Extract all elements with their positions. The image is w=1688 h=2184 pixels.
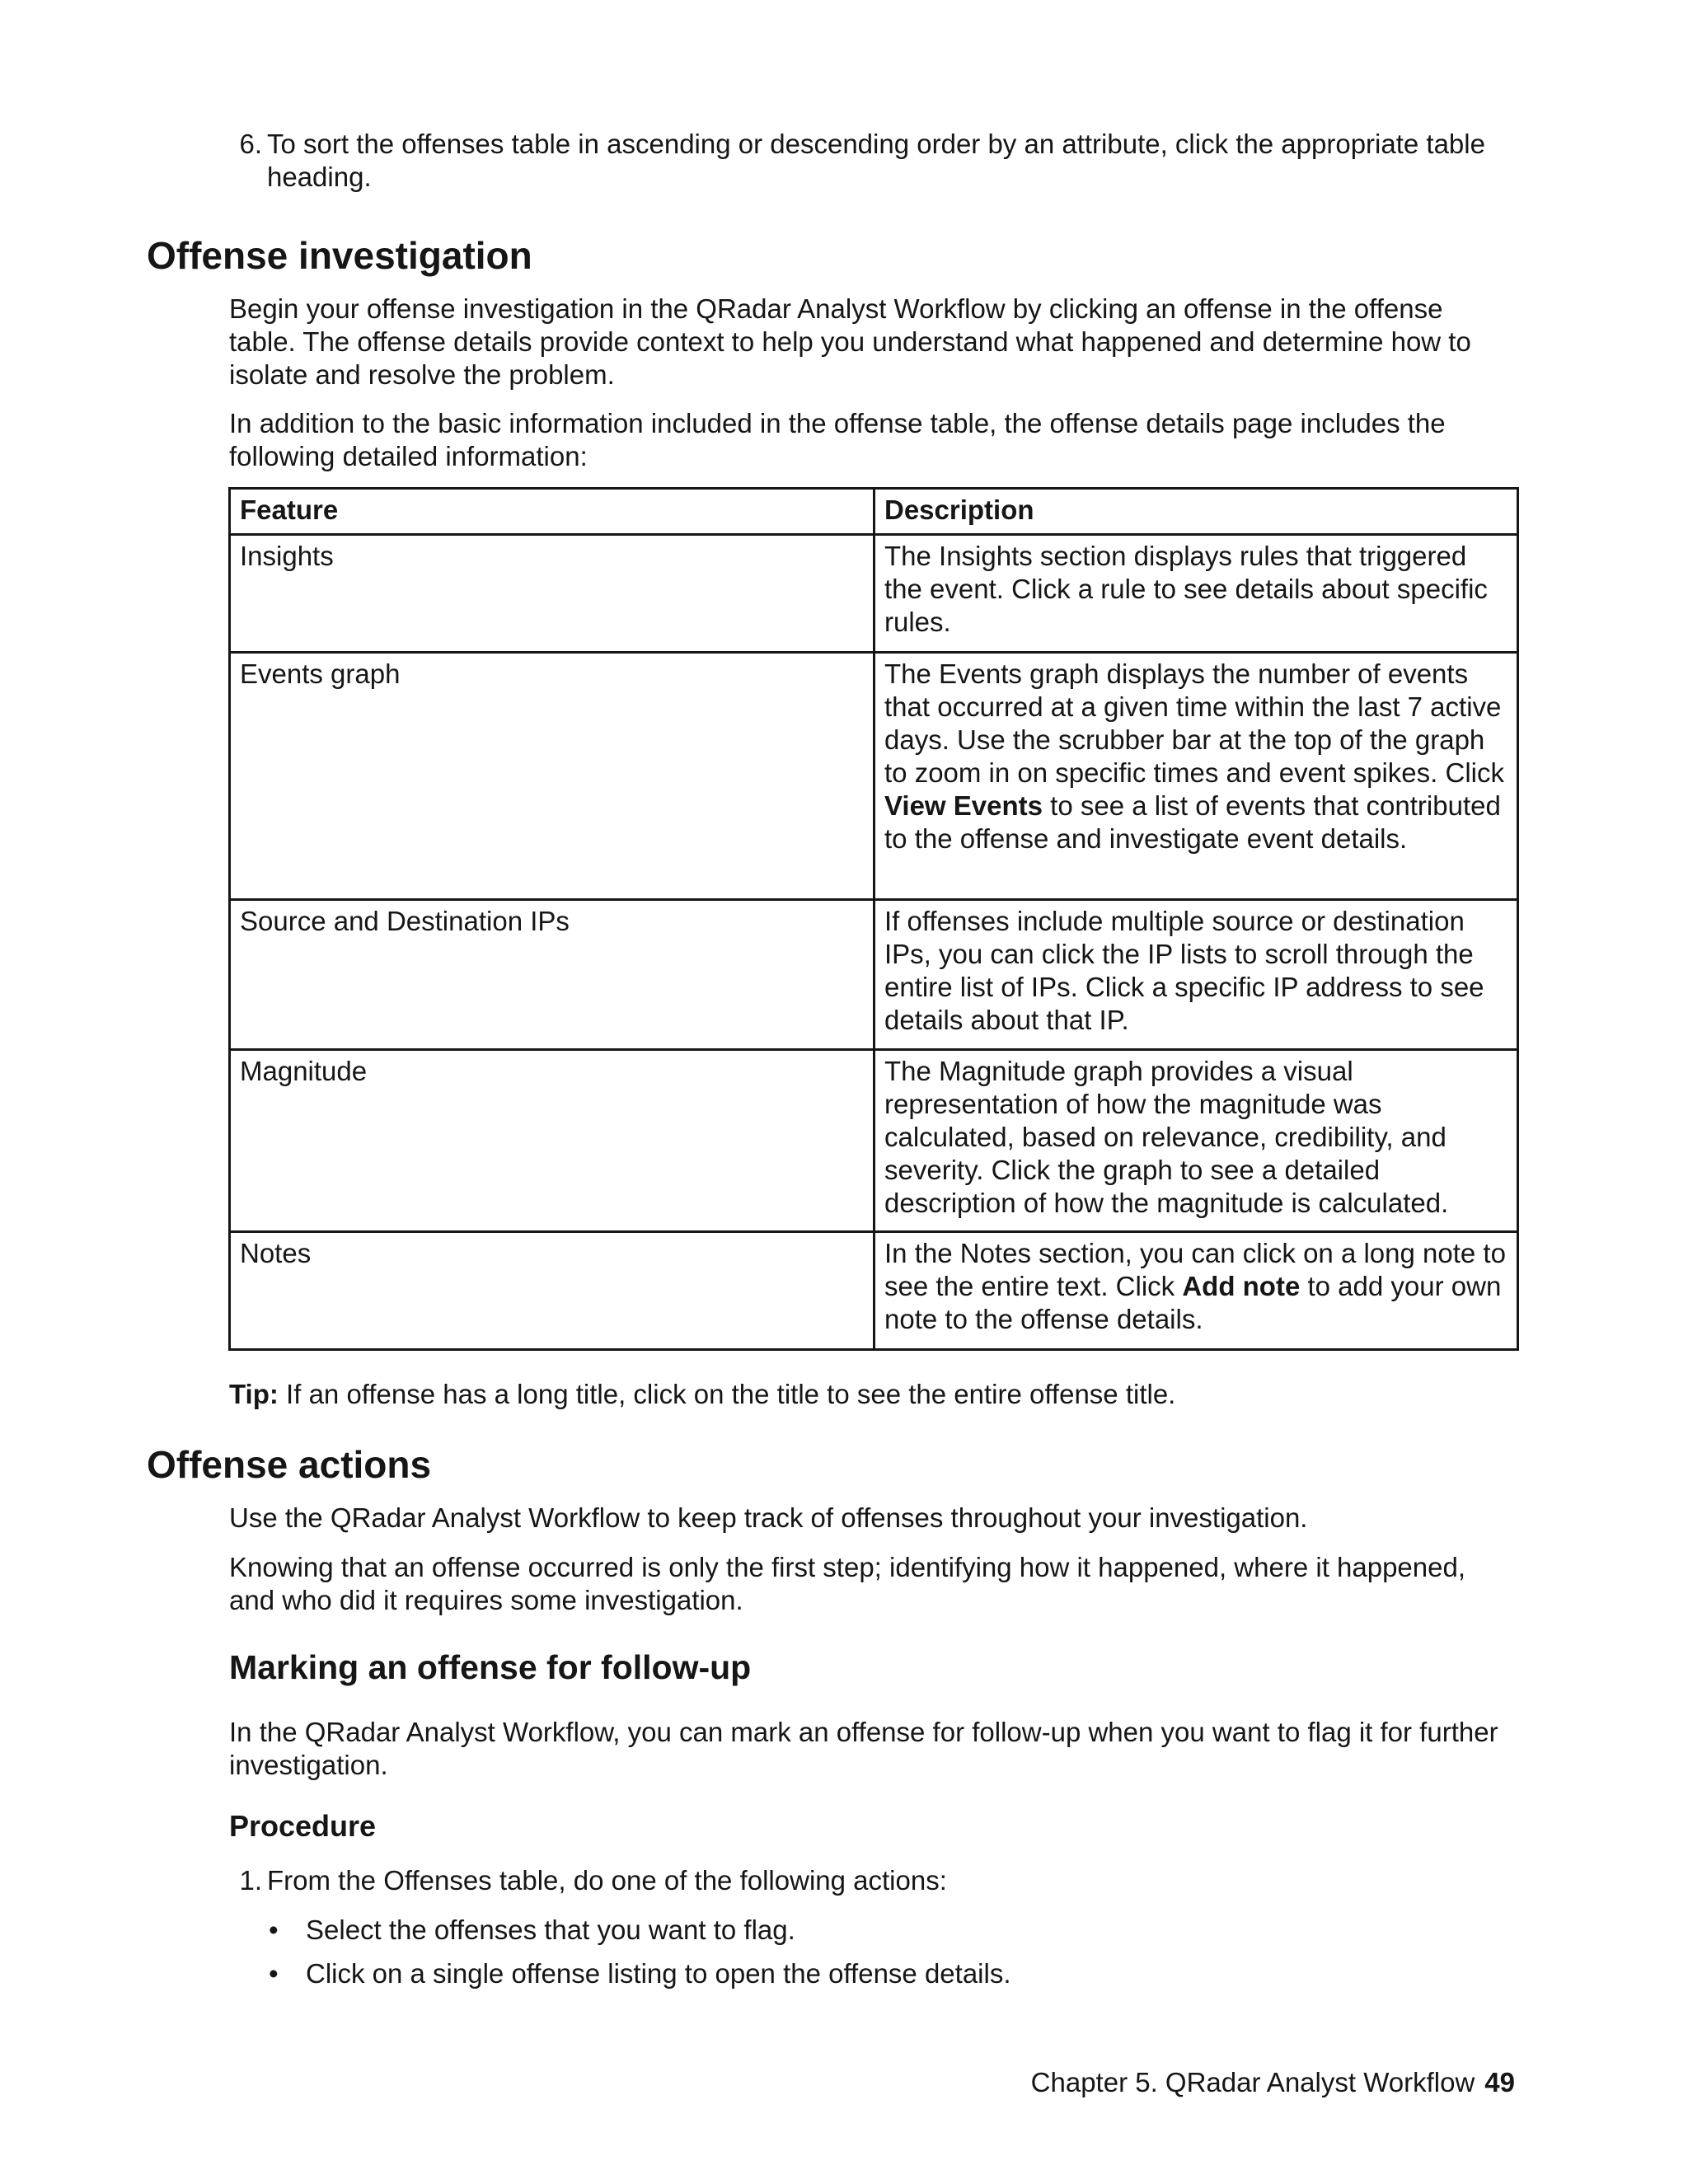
offense-actions-heading: Offense actions	[147, 1443, 432, 1486]
table-cell-feature: Insights	[230, 535, 874, 653]
table-row	[230, 1232, 1518, 1350]
offense-actions-para-2: Knowing that an offense occurred is only the first step; identifying how it happened, where it happened, and who did it requires some investigation.	[229, 1552, 1466, 1615]
table-cell-description: If offenses include multiple source or destination IPs, you can click the IP lists to scroll through the entire list of IPs. Click a specific IP address to see details about that IP.	[874, 900, 1518, 1050]
feature-table	[228, 487, 1519, 1351]
procedure-heading: Procedure	[229, 1809, 377, 1843]
table-row	[230, 900, 1518, 1050]
step-1-number: 1.	[239, 1865, 262, 1896]
step-6-number: 6.	[239, 129, 262, 159]
marking-heading: Marking an offense for follow-up	[229, 1648, 752, 1686]
table-header-row	[230, 489, 1518, 535]
description-text: In the Notes section, you can click on a long note to see the entire text. Click	[884, 1238, 1506, 1301]
offense-actions-para-1: Use the QRadar Analyst Workflow to keep track of offenses throughout your investigation.	[229, 1502, 1308, 1533]
page-number: 49	[1484, 2067, 1515, 2097]
marking-para: In the QRadar Analyst Workflow, you can mark an offense for follow-up when you want to flag it for further investigation.	[229, 1717, 1498, 1780]
table-header-feature: Feature	[230, 489, 874, 535]
table-cell-feature: Events graph	[230, 653, 874, 900]
table-row	[230, 535, 1518, 653]
description-text: The Events graph displays the number of events that occurred at a given time within the last 7 active days. Use the scrubber bar at the top of the graph to zoom in on specific times and event spikes. Click	[884, 658, 1504, 788]
bullet-marker: •	[269, 1958, 279, 1989]
table-header-description: Description	[874, 489, 1518, 535]
table-cell-description	[874, 1232, 1518, 1350]
bullet-item: Click on a single offense listing to open the offense details.	[306, 1958, 1011, 1989]
description-text: to add your own note to the offense details.	[884, 1271, 1502, 1334]
offense-investigation-intro: Begin your offense investigation in the QRadar Analyst Workflow by clicking an offense in the offense table. The offense details provide context to help you understand what happened and determine how to isolate and resolve the problem.	[229, 293, 1471, 390]
tip-paragraph	[229, 1378, 1531, 1411]
view-events-emphasis: View Events	[884, 790, 1043, 821]
table-row	[230, 1050, 1518, 1232]
table-cell-feature: Magnitude	[230, 1050, 874, 1232]
table-cell-feature: Source and Destination IPs	[230, 900, 874, 1050]
table-row	[230, 653, 1518, 900]
bullet-marker: •	[269, 1915, 279, 1945]
add-note-emphasis: Add note	[1182, 1271, 1301, 1301]
table-cell-description: The Insights section displays rules that triggered the event. Click a rule to see details about specific rules.	[874, 535, 1518, 653]
description-text: to see a list of events that contributed to the offense and investigate event details.	[884, 790, 1501, 854]
step-1-text: From the Offenses table, do one of the following actions:	[267, 1865, 947, 1896]
offense-investigation-intro-2: In addition to the basic information included in the offense table, the offense details page includes the following detailed information:	[229, 408, 1446, 471]
offense-investigation-heading: Offense investigation	[147, 234, 532, 277]
footer-chapter: Chapter 5. QRadar Analyst Workflow	[1030, 2067, 1475, 2097]
page-footer	[1031, 2066, 1515, 2099]
step-6-text: To sort the offenses table in ascending or descending order by an attribute, click the appropriate table heading.	[267, 129, 1485, 192]
bullet-item: Select the offenses that you want to flag.	[306, 1915, 795, 1945]
table-cell-feature: Notes	[230, 1232, 874, 1350]
table-cell-description	[874, 653, 1518, 900]
table-cell-description: The Magnitude graph provides a visual representation of how the magnitude was calculated, based on relevance, credibility, and severity. Click the graph to see a detailed description of how the magnitude is calculated.	[874, 1050, 1518, 1232]
tip-label: Tip:	[229, 1379, 279, 1409]
tip-text: If an offense has a long title, click on the title to see the entire offense title.	[278, 1379, 1176, 1409]
